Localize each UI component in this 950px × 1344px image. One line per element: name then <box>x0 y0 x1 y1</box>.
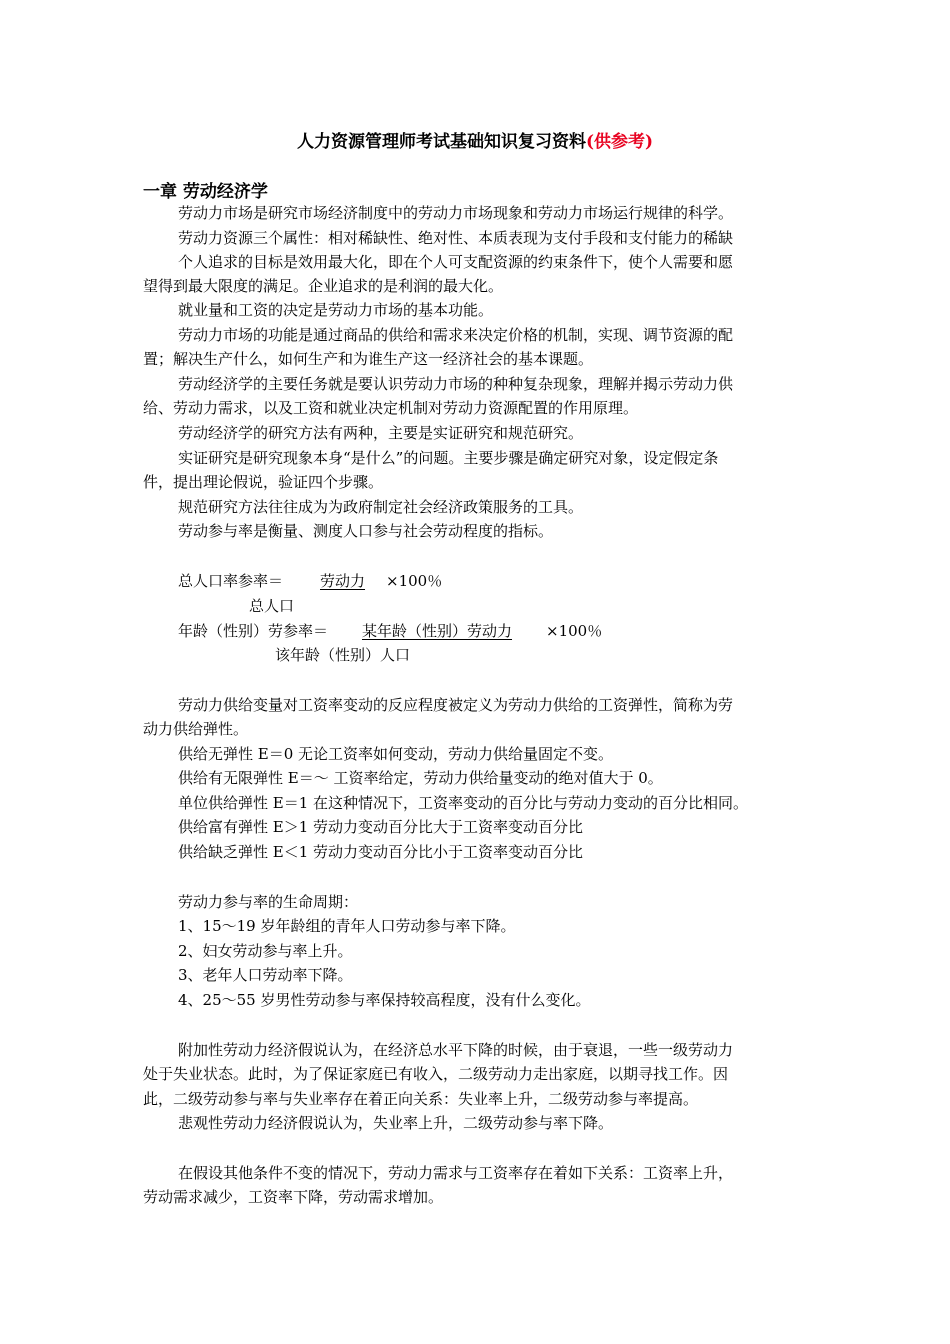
paragraph: 劳动力资源三个属性：相对稀缺性、绝对性、本质表现为支付手段和支付能力的稀缺 <box>178 229 734 247</box>
formula-total-lhs: 总人口率参率＝ <box>178 572 284 590</box>
paragraph: 规范研究方法往往成为为政府制定社会经济政策服务的工具。 <box>178 498 584 516</box>
paragraph: 悲观性劳动力经济假说认为，失业率上升，二级劳动参与率下降。 <box>178 1114 614 1132</box>
paragraph-continued: 动力供给弹性。 <box>143 720 249 738</box>
formula-total-multiplier: ×100％ <box>386 572 443 590</box>
elasticity-item: 供给有无限弹性 E＝～ 工资率给定，劳动力供给量变动的绝对值大于 0。 <box>178 769 663 787</box>
title-note: (供参考) <box>585 132 654 152</box>
paragraph: 在假设其他条件不变的情况下，劳动力需求与工资率存在着如下关系：工资率上升， <box>178 1164 734 1182</box>
formula-age-lhs: 年龄（性别）劳参率＝ <box>178 622 329 640</box>
paragraph-continued: 置；解决生产什么，如何生产和为谁生产这一经济社会的基本课题。 <box>143 350 594 368</box>
paragraph: 劳动参与率是衡量、测度人口参与社会劳动程度的指标。 <box>178 522 554 540</box>
paragraph: 个人追求的目标是效用最大化，即在个人可支配资源的约束条件下，使个人需要和愿 <box>178 253 734 271</box>
paragraph-continued: 此，二级劳动参与率与失业率存在着正向关系：失业率上升，二级劳动参与率提高。 <box>143 1090 699 1108</box>
lifecycle-heading: 劳动力参与率的生命周期： <box>178 893 359 911</box>
elasticity-item: 供给富有弹性 E＞1 劳动力变动百分比大于工资率变动百分比 <box>178 818 584 836</box>
elasticity-item: 供给无弹性 E＝0 无论工资率如何变动，劳动力供给量固定不变。 <box>178 745 614 763</box>
paragraph: 劳动力市场是研究市场经济制度中的劳动力市场现象和劳动力市场运行规律的科学。 <box>178 204 734 222</box>
elasticity-item: 单位供给弹性 E＝1 在这种情况下，工资率变动的百分比与劳动力变动的百分比相同。 <box>178 794 749 812</box>
document-title <box>0 127 950 152</box>
formula-age-numerator: 某年龄（性别）劳动力 <box>362 622 513 640</box>
formula-age-multiplier: ×100％ <box>546 622 603 640</box>
paragraph: 劳动经济学的研究方法有两种，主要是实证研究和规范研究。 <box>178 424 584 442</box>
list-item: 1、15～19 岁年龄组的青年人口劳动参与率下降。 <box>178 917 516 935</box>
paragraph-continued: 件，提出理论假说，验证四个步骤。 <box>143 473 384 491</box>
paragraph-continued: 给、劳动力需求，以及工资和就业决定机制对劳动力资源配置的作用原理。 <box>143 399 639 417</box>
list-item: 3、老年人口劳动率下降。 <box>178 966 353 984</box>
paragraph: 劳动经济学的主要任务就是要认识劳动力市场的种种复杂现象，理解并揭示劳动力供 <box>178 375 734 393</box>
elasticity-item: 供给缺乏弹性 E＜1 劳动力变动百分比小于工资率变动百分比 <box>178 843 584 861</box>
paragraph: 劳动力市场的功能是通过商品的供给和需求来决定价格的机制，实现、调节资源的配 <box>178 326 734 344</box>
chapter-heading: 一章 劳动经济学 <box>143 182 268 202</box>
paragraph-continued: 望得到最大限度的满足。企业追求的是利润的最大化。 <box>143 277 504 295</box>
list-item: 4、25～55 岁男性劳动参与率保持较高程度，没有什么变化。 <box>178 991 591 1009</box>
paragraph: 劳动力供给变量对工资率变动的反应程度被定义为劳动力供给的工资弹性，简称为劳 <box>178 696 734 714</box>
formula-total-numerator: 劳动力 <box>320 572 366 590</box>
formula-age-denominator: 该年龄（性别）人口 <box>275 646 411 664</box>
list-item: 2、妇女劳动参与率上升。 <box>178 942 353 960</box>
paragraph: 就业量和工资的决定是劳动力市场的基本功能。 <box>178 301 494 319</box>
formula-total-denominator: 总人口 <box>249 597 295 615</box>
paragraph-continued: 劳动需求减少，工资率下降，劳动需求增加。 <box>143 1188 444 1206</box>
paragraph: 附加性劳动力经济假说认为，在经济总水平下降的时候，由于衰退，一些一级劳动力 <box>178 1041 734 1059</box>
paragraph-continued: 处于失业状态。此时，为了保证家庭已有收入，二级劳动力走出家庭，以期寻找工作。因 <box>143 1065 729 1083</box>
title-main: 人力资源管理师考试基础知识复习资料 <box>296 132 586 152</box>
paragraph: 实证研究是研究现象本身“是什么”的问题。主要步骤是确定研究对象，设定假定条 <box>178 449 719 467</box>
